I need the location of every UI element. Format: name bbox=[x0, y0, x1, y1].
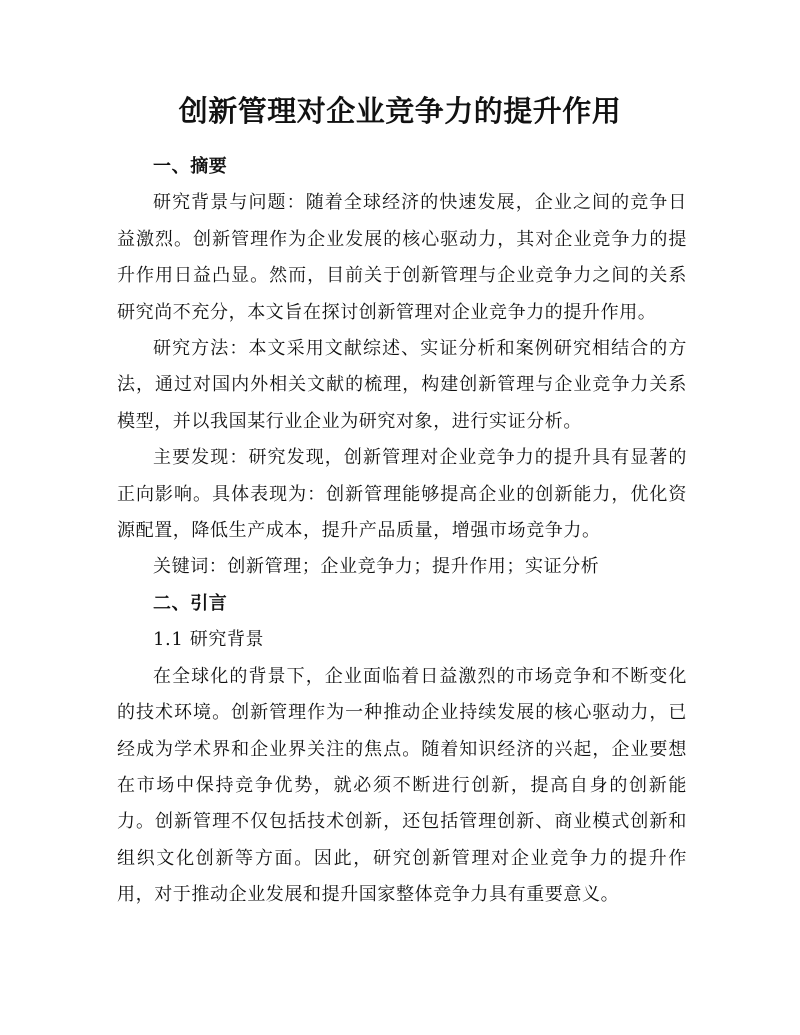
abstract-findings-paragraph: 主要发现：研究发现，创新管理对企业竞争力的提升具有显著的正向影响。具体表现为：创新管理能够提高企业的创新能力，优化资源配置，降低生产成本，提升产品质量，增强市场竞争力。 bbox=[117, 447, 687, 542]
abstract-method-paragraph: 研究方法：本文采用文献综述、实证分析和案例研究相结合的方法，通过对国内外相关文献的梳理，构建创新管理与企业竞争力关系模型，并以我国某行业企业为研究对象，进行实证分析。 bbox=[117, 338, 687, 432]
section-heading-abstract: 一、摘要 bbox=[153, 156, 228, 177]
section-heading-introduction: 二、引言 bbox=[153, 592, 228, 614]
keywords-line: 关键词：创新管理；企业竞争力；提升作用；实证分析 bbox=[153, 556, 600, 578]
subsection-heading-background: 1.1 研究背景 bbox=[153, 629, 265, 651]
document-title: 创新管理对企业竞争力的提升作用 bbox=[178, 94, 622, 128]
abstract-background-paragraph: 研究背景与问题：随着全球经济的快速发展，企业之间的竞争日益激烈。创新管理作为企业发展的核心驱动力，其对企业竞争力的提升作用日益凸显。然而，目前关于创新管理与企业竞争力之间的关系研究尚不充分，本文旨在探讨创新管理对企业竞争力的提升作用。 bbox=[117, 192, 687, 323]
document-body bbox=[117, 149, 687, 914]
introduction-paragraph: 在全球化的背景下，企业面临着日益激烈的市场竞争和不断变化的技术环境。创新管理作为一种推动企业持续发展的核心驱动力，已经成为学术界和企业界关注的焦点。随着知识经济的兴起，企业要想在市场中保持竞争优势，就必须不断进行创新，提高自身的创新能力。创新管理不仅包括技术创新，还包括管理创新、商业模式创新和组织文化创新等方面。因此，研究创新管理对企业竞争力的提升作用，对于推动企业发展和提升国家整体竞争力具有重要意义。 bbox=[117, 665, 687, 906]
